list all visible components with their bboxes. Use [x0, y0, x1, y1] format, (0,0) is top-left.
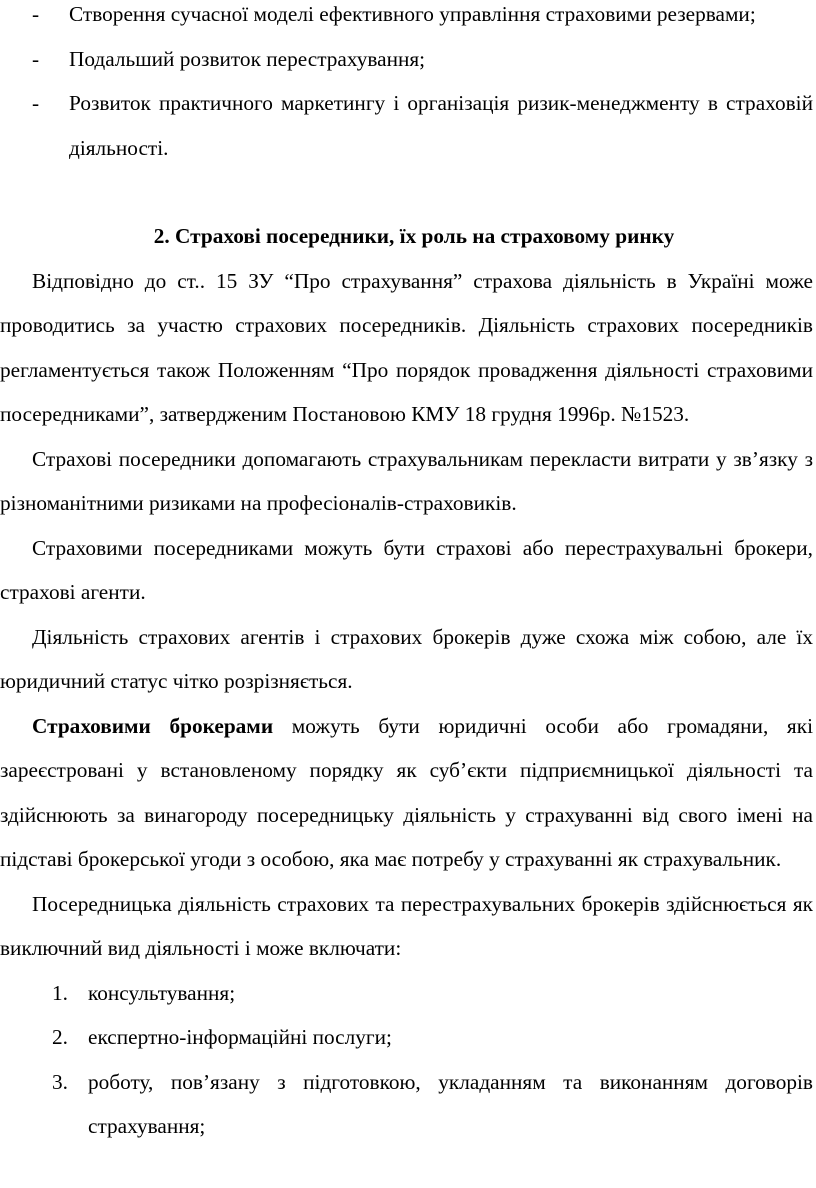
list-number: 3.	[52, 1069, 68, 1094]
brokers-paragraph	[0, 704, 816, 882]
paragraph: Страхові посередники допомагають страхувальникам перекласти витрати у зв’язку з різноманітними ризиками на професіоналів-страховиків.	[0, 446, 813, 515]
list-item-text: консультування;	[88, 980, 236, 1005]
list-marker: -	[32, 2, 40, 26]
list-item	[0, 0, 816, 37]
list-number: 1.	[52, 980, 68, 1005]
list-number: 2.	[52, 1025, 68, 1049]
list-item-text: експертно-інформаційні послуги;	[88, 1025, 392, 1049]
list-item	[0, 37, 816, 82]
paragraph: Страховими посередниками можуть бути страхові або перестрахувальні брокери, страхові агенти.	[0, 535, 813, 604]
list-item-text: Створення сучасної моделі ефективного управління страховими резервами;	[69, 2, 756, 26]
list-marker: -	[32, 46, 40, 71]
numbered-list-item	[0, 1015, 816, 1060]
list-item	[0, 81, 816, 170]
paragraph: Відповідно до ст.. 15 ЗУ “Про страхування” страхова діяльність в Україні може проводитись за участю страхових посередників. Діяльність страхових посередників регламентується також Положенням “Про порядок провадження діяльності страховими посередниками”, затвердженим Постановою КМУ 18 грудня 1996р. №1523.	[0, 268, 813, 426]
section-heading: 2. Страхові посередники, їх роль на страховому ринку	[153, 224, 675, 248]
list-item-text: роботу, пов’язану з підготовкою, укладанням та виконанням договорів страхування;	[88, 1069, 813, 1138]
paragraph-text: можуть бути юридичні особи або громадяни, які зареєстровані у встановленому порядку як суб’єкти підприємницької діяльності та здійснюють за винагороду посередницьку діяльність у страхуванні від свого імені на підставі брокерської угоди з особою, яка має потребу у страхуванні як страхувальник.	[0, 713, 813, 871]
paragraph: Діяльність страхових агентів і страхових брокерів дуже схожа між собою, але їх юридичний статус чітко розрізняється.	[0, 624, 813, 693]
bold-term: Страховими брокерами	[32, 713, 274, 738]
numbered-list-item	[0, 1060, 816, 1149]
numbered-list-item	[0, 971, 816, 1016]
list-item-text: Розвиток практичного маркетингу і організація ризик-менеджменту в страховій діяльності.	[69, 91, 813, 160]
list-marker: -	[32, 91, 40, 115]
paragraph: Посередницька діяльність страхових та перестрахувальних брокерів здійснюється як виключний вид діяльності і може включати:	[0, 891, 813, 960]
list-item-text: Подальший розвиток перестрахування;	[69, 46, 426, 71]
